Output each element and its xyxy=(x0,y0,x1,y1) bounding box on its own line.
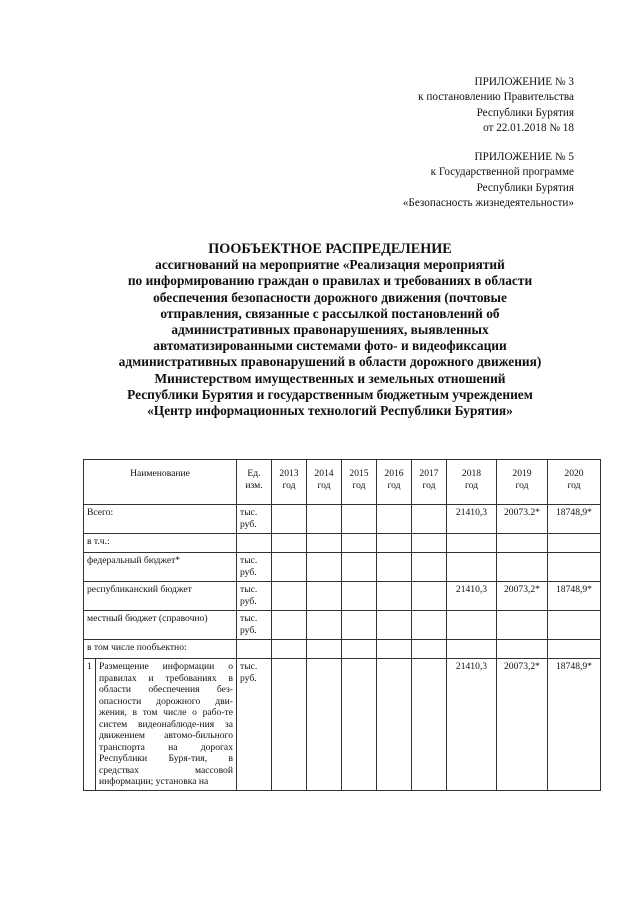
appendix-5-line: «Безопасность жизнедеятельности» xyxy=(402,197,574,210)
header-year-2014: 2014 год xyxy=(307,460,342,505)
appendix-5-line: к Государственной программе xyxy=(430,166,574,179)
title-line: ПООБЪЕКТНОЕ РАСПРЕДЕЛЕНИЕ xyxy=(208,241,452,257)
cell-2020: 18748,9* xyxy=(548,505,601,534)
header-unit: Ед. изм. xyxy=(237,460,272,505)
title-line: административных правонарушений в области дорожного движения) xyxy=(118,354,542,370)
header-year-2013: 2013 год xyxy=(272,460,307,505)
title-line: «Центр информационных технологий Республики Бурятия» xyxy=(147,403,513,419)
row-description: Размещение информации о правилах и требованиях в области обеспечения без-опасности дорожного дви-жения, в том числе о рабо-те систем видеонаблюде-ния за движением автомо-бильного транспорта на дорогах Республики Буря-тия, в средствах массовой информации; установка на xyxy=(96,659,237,791)
document-title xyxy=(60,241,600,419)
row-unit: тыс. руб. xyxy=(237,553,272,582)
header-year-2020: 2020 год xyxy=(548,460,601,505)
cell-2020: 18748,9* xyxy=(548,582,601,611)
table-row-item-1 xyxy=(84,659,601,791)
row-label: в т.ч.: xyxy=(84,534,237,553)
table-row-including xyxy=(84,534,601,553)
table-row-per-object xyxy=(84,640,601,659)
row-number: 1 xyxy=(84,659,96,791)
cell-2019: 20073,2* xyxy=(497,582,548,611)
table-row-republic xyxy=(84,582,601,611)
cell-2013 xyxy=(272,505,307,534)
appendix-5-line: Республики Бурятия xyxy=(476,181,574,194)
header-year-2019: 2019 год xyxy=(497,460,548,505)
cell-2019: 20073.2* xyxy=(497,505,548,534)
row-label: местный бюджет (справочно) xyxy=(84,611,237,640)
appendix-5-line: ПРИЛОЖЕНИЕ № 5 xyxy=(474,151,574,163)
row-unit: тыс. руб. xyxy=(237,659,272,791)
title-line: административных правонарушениях, выявленных xyxy=(171,322,489,338)
cell-2018: 21410,3 xyxy=(447,582,497,611)
title-line: отправления, связанные с рассылкой постановлений об xyxy=(160,305,500,321)
appendix-3-line: ПРИЛОЖЕНИЕ № 3 xyxy=(474,76,574,88)
table-row-federal xyxy=(84,553,601,582)
header-year-2015: 2015 год xyxy=(342,460,377,505)
title-line: Министерством имущественных и земельных отношений xyxy=(154,370,506,386)
cell-2016 xyxy=(377,505,412,534)
table-row-total xyxy=(84,505,601,534)
row-unit: тыс. руб. xyxy=(237,505,272,534)
header-year-2017: 2017 год xyxy=(412,460,447,505)
header-year-2016: 2016 год xyxy=(377,460,412,505)
appendix-5-header xyxy=(403,150,574,212)
row-unit: тыс. руб. xyxy=(237,582,272,611)
appendix-3-header xyxy=(418,75,574,137)
row-label: Всего: xyxy=(84,505,237,534)
title-line: Республики Бурятия и государственным бюджетным учреждением xyxy=(127,386,533,402)
table-row-local xyxy=(84,611,601,640)
title-line: по информированию граждан о правилах и требованиях в области xyxy=(127,273,533,289)
header-year-2018: 2018 год xyxy=(447,460,497,505)
cell-2020: 18748,9* xyxy=(548,659,601,791)
cell-2018: 21410,3 xyxy=(447,505,497,534)
row-unit: тыс. руб. xyxy=(237,611,272,640)
title-line: обеспечения безопасности дорожного движения (почтовые xyxy=(153,289,507,305)
appendix-3-line: Республики Бурятия xyxy=(476,106,574,119)
row-label: в том числе пообъектно: xyxy=(84,640,237,659)
cell-2019: 20073,2* xyxy=(497,659,548,791)
allocation-table xyxy=(83,459,601,791)
title-line: автоматизированными системами фото- и видеофиксации xyxy=(153,338,507,354)
row-label: федеральный бюджет* xyxy=(84,553,237,582)
header-name: Наименование xyxy=(84,460,237,505)
cell-2018: 21410,3 xyxy=(447,659,497,791)
cell-2014 xyxy=(307,505,342,534)
title-line: ассигнований на мероприятие «Реализация мероприятий xyxy=(155,257,505,273)
cell-2015 xyxy=(342,505,377,534)
row-label: республиканский бюджет xyxy=(84,582,237,611)
appendix-3-line: от 22.01.2018 № 18 xyxy=(483,122,574,135)
cell-2017 xyxy=(412,505,447,534)
appendix-3-line: к постановлению Правительства xyxy=(418,91,574,104)
table-header-row xyxy=(84,460,601,505)
